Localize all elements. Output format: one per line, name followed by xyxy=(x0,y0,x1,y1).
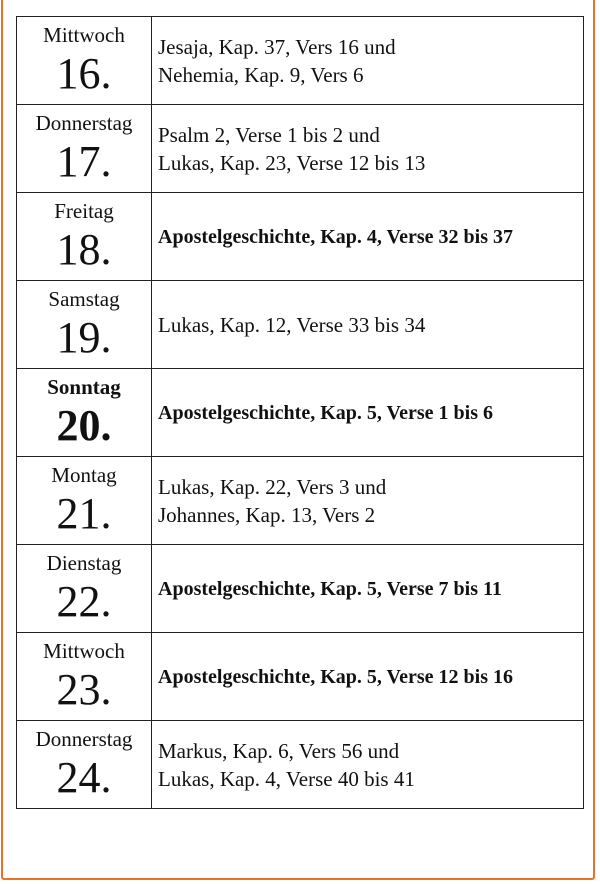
weekday-label: Donnerstag xyxy=(35,726,133,751)
bible-reference: Johannes, Kap. 13, Vers 2 xyxy=(158,502,376,527)
day-cell xyxy=(17,545,152,633)
weekday-label: Dienstag xyxy=(46,550,122,575)
reading-cell xyxy=(152,633,584,721)
reading-cell xyxy=(152,721,584,809)
schedule-row xyxy=(17,193,584,281)
weekday-label: Mittwoch xyxy=(43,638,125,663)
date-number: 20. xyxy=(56,400,112,450)
date-number: 17. xyxy=(56,136,112,186)
bible-reference: Apostelgeschichte, Kap. 5, Verse 1 bis 6 xyxy=(158,401,493,424)
day-cell xyxy=(17,281,152,369)
weekday-label: Donnerstag xyxy=(35,110,133,135)
schedule-body xyxy=(17,17,584,809)
schedule-row xyxy=(17,721,584,809)
bible-reference: Apostelgeschichte, Kap. 4, Verse 32 bis 37 xyxy=(158,225,513,248)
bible-reference: Apostelgeschichte, Kap. 5, Verse 12 bis 16 xyxy=(158,665,513,688)
schedule-row xyxy=(17,633,584,721)
reading-cell xyxy=(152,105,584,193)
reading-cell xyxy=(152,545,584,633)
reading-cell xyxy=(152,17,584,105)
reading-cell xyxy=(152,457,584,545)
bible-reference: Lukas, Kap. 12, Verse 33 bis 34 xyxy=(158,312,426,337)
date-number: 16. xyxy=(56,48,112,98)
day-cell xyxy=(17,721,152,809)
date-number: 22. xyxy=(56,576,112,626)
weekday-label: Montag xyxy=(51,462,117,487)
reading-schedule-table xyxy=(16,16,584,809)
bible-reference: Lukas, Kap. 4, Verse 40 bis 41 xyxy=(158,766,415,791)
date-number: 23. xyxy=(56,664,112,714)
schedule-row xyxy=(17,457,584,545)
schedule-row xyxy=(17,545,584,633)
weekday-label: Samstag xyxy=(48,286,120,311)
day-cell xyxy=(17,369,152,457)
day-cell xyxy=(17,193,152,281)
bible-reference: Lukas, Kap. 22, Vers 3 und xyxy=(158,474,387,499)
date-number: 21. xyxy=(56,488,112,538)
date-number: 24. xyxy=(56,752,112,802)
bible-reference: Markus, Kap. 6, Vers 56 und xyxy=(158,738,400,763)
bible-reference: Psalm 2, Verse 1 bis 2 und xyxy=(158,122,380,147)
weekday-label: Sonntag xyxy=(47,374,121,399)
reading-cell xyxy=(152,193,584,281)
date-number: 19. xyxy=(56,312,112,362)
date-number: 18. xyxy=(56,224,112,274)
day-cell xyxy=(17,457,152,545)
bible-reference: Apostelgeschichte, Kap. 5, Verse 7 bis 11 xyxy=(158,577,502,600)
reading-cell xyxy=(152,281,584,369)
day-cell xyxy=(17,633,152,721)
bible-reference: Lukas, Kap. 23, Verse 12 bis 13 xyxy=(158,150,426,175)
schedule-row xyxy=(17,17,584,105)
bible-reference: Jesaja, Kap. 37, Vers 16 und xyxy=(158,34,396,59)
schedule-row xyxy=(17,281,584,369)
weekday-label: Mittwoch xyxy=(43,22,125,47)
reading-cell xyxy=(152,369,584,457)
schedule-row xyxy=(17,105,584,193)
bible-reference: Nehemia, Kap. 9, Vers 6 xyxy=(158,62,364,87)
schedule-row xyxy=(17,369,584,457)
day-cell xyxy=(17,105,152,193)
day-cell xyxy=(17,17,152,105)
weekday-label: Freitag xyxy=(54,198,114,223)
